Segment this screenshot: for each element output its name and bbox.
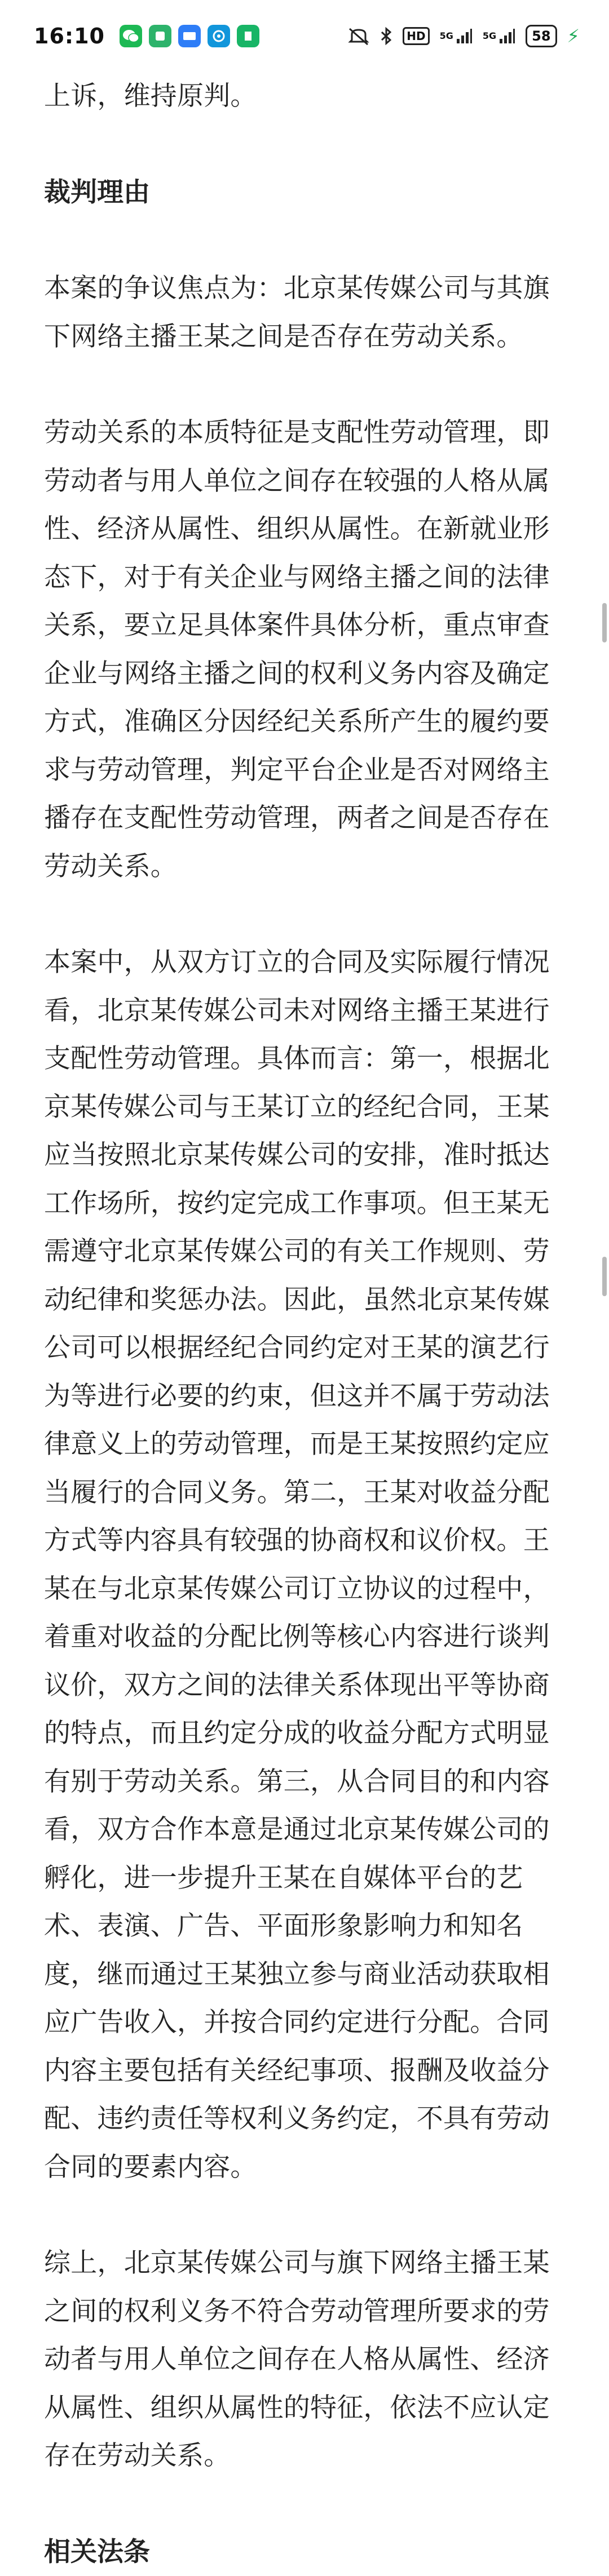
- scrollbar-mark-1: [602, 603, 607, 642]
- app-green-icon: [149, 25, 171, 47]
- notification-icons: [120, 25, 259, 47]
- article-body: [0, 72, 609, 2576]
- status-bar: [0, 0, 609, 72]
- charging-icon: ⚡: [567, 25, 580, 47]
- wechat-icon: [120, 25, 142, 47]
- section-heading-reasons: 裁判理由: [44, 169, 566, 217]
- app-cyan-icon: [208, 25, 230, 47]
- mute-icon: [347, 26, 370, 46]
- status-time: 16:10: [34, 24, 105, 48]
- signal-5g-icon-2: [483, 28, 515, 45]
- app-green2-icon: [237, 25, 259, 47]
- network-label-1: 5G: [440, 31, 453, 41]
- hd-badge: HD: [403, 27, 429, 45]
- system-status-icons: [347, 25, 580, 47]
- paragraph-essence: 劳动关系的本质特征是支配性劳动管理，即劳动者与用人单位之间存在较强的人格从属性、经济从属性、组织从属性。在新就业形态下，对于有关企业与网络主播之间的法律关系，要立足具体案件具体分析，重点审查企业与网络主播之间的权利义务内容及确定方式，准确区分因经纪关系所产生的履约要求与劳动管理，判定平台企业是否对网络主播存在支配性劳动管理，两者之间是否存在劳动关系。: [44, 409, 566, 890]
- intro-text: 上诉，维持原判。: [44, 72, 566, 121]
- battery-icon: [526, 25, 557, 47]
- paragraph-analysis: 本案中，从双方订立的合同及实际履行情况看，北京某传媒公司未对网络主播王某进行支配性劳动管理。具体而言：第一，根据北京某传媒公司与王某订立的经纪合同，王某应当按照北京某传媒公司的安排，准时抵达工作场所，按约定完成工作事项。但王某无需遵守北京某传媒公司的有关工作规则、劳动纪律和奖惩办法。因此，虽然北京某传媒公司可以根据经纪合同约定对王某的演艺行为等进行必要的约束，但这并不属于劳动法律意义上的劳动管理，而是王某按照约定应当履行的合同义务。第二，王某对收益分配方式等内容具有较强的协商权和议价权。王某在与北京某传媒公司订立协议的过程中，着重对收益的分配比例等核心内容进行谈判议价，双方之间的法律关系体现出平等协商的特点，而且约定分成的收益分配方式明显有别于劳动关系。第三，从合同目的和内容看，双方合作本意是通过北京某传媒公司的孵化，进一步提升王某在自媒体平台的艺术、表演、广告、平面形象影响力和知名度，继而通过王某独立参与商业活动获取相应广告收入，并按合同约定进行分配。合同内容主要包括有关经纪事项、报酬及收益分配、违约责任等权利义务约定，不具有劳动合同的要素内容。: [44, 938, 566, 2191]
- battery-level: 58: [532, 28, 550, 44]
- paragraph-focus: 本案的争议焦点为：北京某传媒公司与其旗下网络主播王某之间是否存在劳动关系。: [44, 264, 566, 361]
- section-heading-laws: 相关法条: [44, 2528, 566, 2576]
- signal-5g-icon-1: [440, 28, 473, 45]
- bluetooth-icon: [380, 26, 392, 46]
- scrollbar-mark-2: [602, 1257, 607, 1296]
- paragraph-conclusion: 综上，北京某传媒公司与旗下网络主播王某之间的权利义务不符合劳动管理所要求的劳动者与用人单位之间存在人格从属性、经济从属性、组织从属性的特征，依法不应认定存在劳动关系。: [44, 2239, 566, 2480]
- app-blue-icon: [178, 25, 201, 47]
- network-label-2: 5G: [483, 31, 496, 41]
